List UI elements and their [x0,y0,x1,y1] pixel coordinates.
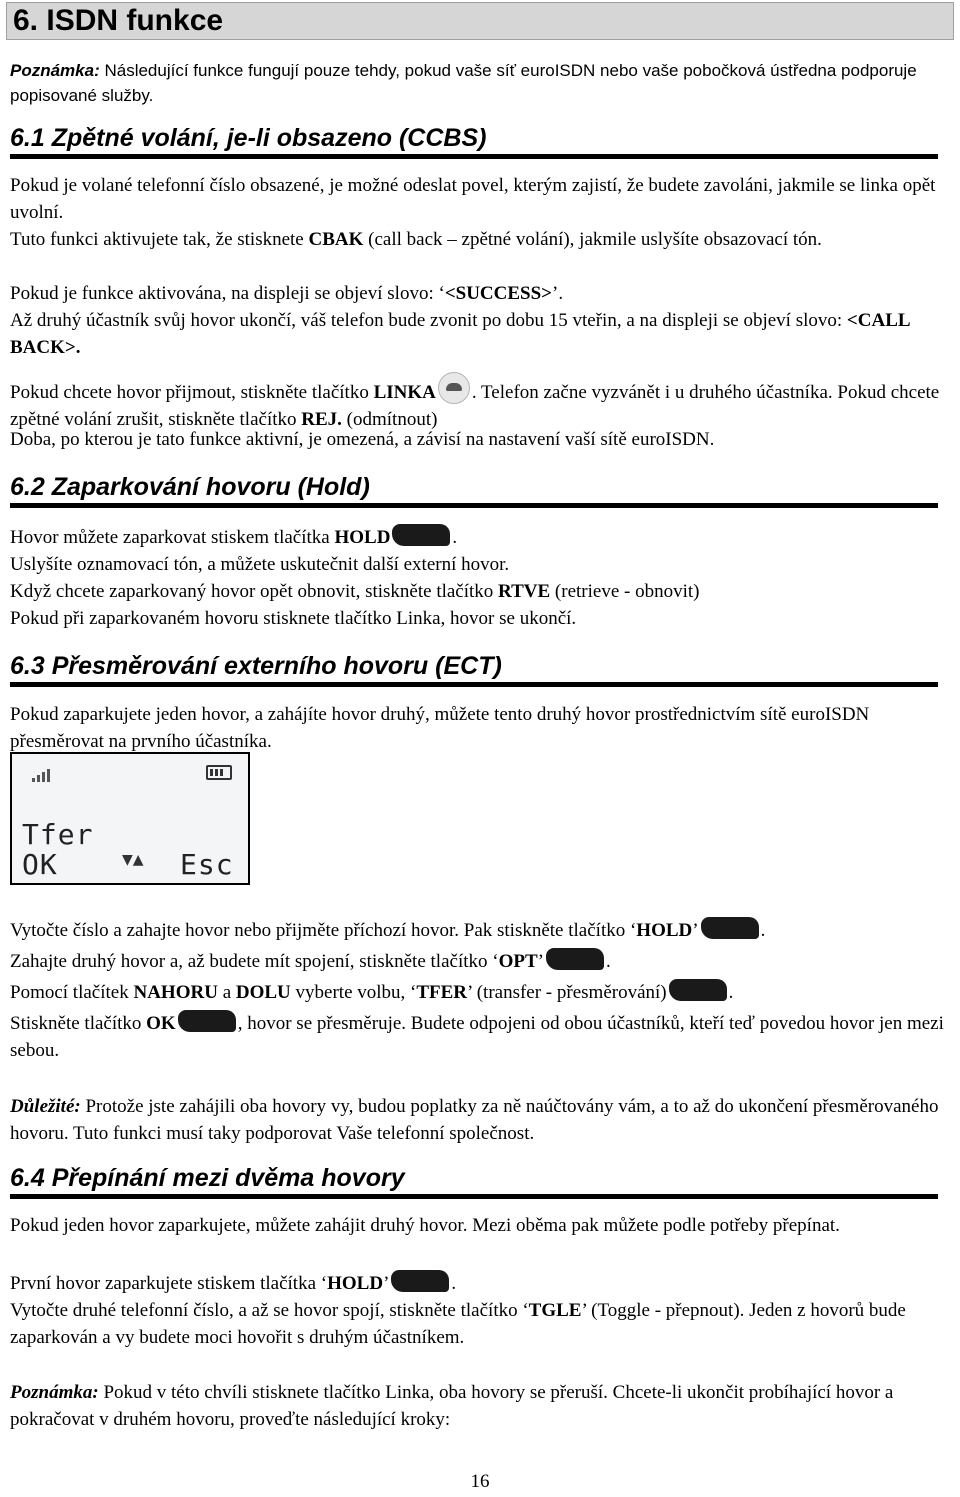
paragraph: Pokud jeden hovor zaparkujete, můžete zahájit druhý hovor. Mezi oběma pak můžete podle potřeby přepínat. [10,1215,840,1236]
important-note [10,1093,955,1147]
softkey-icon [701,917,759,939]
text: ’ [537,951,544,972]
chapter-heading [6,2,954,40]
text: vyberte volbu, ‘ [290,982,417,1003]
text: Zahajte druhý hovor a, až budete mít spojení, stiskněte tlačítko ‘ [10,951,499,972]
text: (retrieve - obnovit) [550,581,700,602]
battery-icon [206,765,232,780]
softkey-icon [392,524,450,546]
section-heading-6-4: 6.4 Přepínání mezi dvěma hovory [10,1162,938,1199]
text: Pokud chcete hovor přijmout, stiskněte tlačítko [10,382,374,403]
paragraph: Doba, po kterou je tato funkce aktivní, je omezená, a závisí na nastavení vaší sítě euroISDN. [10,429,715,450]
text: ’ [692,920,699,941]
display-softkey-right: Esc [180,848,234,881]
up-down-arrows-icon: ▼▲ [122,852,144,868]
note-text: Následující funkce fungují pouze tehdy, pokud vaše síť euroISDN nebo vaše pobočková ústředna podporuje popisované služby. [10,61,917,105]
section-heading-6-1: 6.1 Zpětné volání, je-li obsazeno (CCBS) [10,122,938,159]
text: Vytočte druhé telefonní číslo, a až se hovor spojí, stiskněte tlačítko ‘ [10,1300,529,1321]
section-heading-6-2: 6.2 Zaparkování hovoru (Hold) [10,471,938,508]
text: Hovor můžete zaparkovat stiskem tlačítka [10,527,335,548]
note-label: Poznámka: [10,1382,99,1403]
key-name: NAHORU [133,982,218,1003]
softkey-icon [391,1270,449,1292]
text: Pokud je funkce aktivována, na displeji se objeví slovo: ‘ [10,283,445,304]
text: . [760,920,766,941]
display-text: <SUCCESS> [444,283,553,304]
text: , hovor se přesměruje. Budete odpojeni od obou účastníků, kteří teď povedou hovor jen mezi sebou. [10,1013,944,1061]
display-softkey-left: OK [22,848,58,881]
section-heading-6-3: 6.3 Přesměrování externího hovoru (ECT) [10,650,938,687]
text: ’. [552,283,564,304]
key-name: CBAK [308,229,364,250]
text: Stiskněte tlačítko [10,1013,147,1034]
key-name: RTVE [498,581,551,602]
text: . [605,951,611,972]
key-name: HOLD [327,1273,384,1294]
note-label: Důležité: [10,1096,81,1117]
key-name: LINKA [373,382,436,403]
note-paragraph [10,1379,955,1433]
paragraph [10,307,955,361]
paragraph [10,226,955,253]
key-name: DOLU [235,982,291,1003]
text: ’ (transfer - přesměrování) [467,982,667,1003]
paragraph [10,524,955,551]
text: Až druhý účastník svůj hovor ukončí, váš telefon bude zvonit po dobu 15 vteřin, a na displeji se objeví slovo: [10,310,847,331]
display-text: <CALL BACK>. [10,310,910,358]
linka-key-icon [438,372,470,404]
note-paragraph [10,58,950,108]
key-name: HOLD [334,527,391,548]
phone-display-image [10,752,250,885]
key-name: HOLD [636,920,693,941]
text: Pomocí tlačítek [10,982,134,1003]
text: ’ [383,1273,390,1294]
paragraph [10,372,955,433]
text: a [217,982,236,1003]
text: . [452,527,458,548]
note-label: Poznámka: [10,61,100,80]
paragraph [10,917,955,944]
text: První hovor zaparkujete stiskem tlačítka ‘ [10,1273,328,1294]
page-number: 16 [470,1471,490,1492]
text: . [728,982,734,1003]
paragraph [10,1010,955,1064]
text: (call back – zpětné volání), jakmile uslyšíte obsazovací tón. [363,229,822,250]
paragraph [10,280,955,307]
paragraph [10,1270,955,1297]
text: ’ (Toggle - přepnout). Jeden z hovorů bude zaparkován a vy budete moci hovořit s druhým účastníkem. [10,1300,906,1348]
chapter-title: 6. ISDN funkce [13,4,224,37]
text: Vytočte číslo a zahajte hovor nebo přijměte příchozí hovor. Pak stiskněte tlačítko ‘ [10,920,637,941]
key-name: TGLE [528,1300,582,1321]
softkey-icon [546,948,604,970]
text: Tuto funkci aktivujete tak, že stisknete [10,229,309,250]
text: . [451,1273,457,1294]
note-text: Protože jste zahájili oba hovory vy, budou poplatky za ně naúčtovány vám, a to až do ukončení přesměrovaného hovoru. Tuto funkci musí taky podporovat Vaše telefonní společnost. [10,1096,939,1144]
paragraph: Pokud je volané telefonní číslo obsazené, je možné odeslat povel, kterým zajistí, že budete zavoláni, jakmile se linka opět uvolní. [10,175,936,223]
key-name: OPT [498,951,538,972]
paragraph [10,578,955,605]
softkey-icon [178,1010,236,1032]
text: (odmítnout) [341,409,438,430]
key-name: REJ. [301,409,342,430]
softkey-icon [669,979,727,1001]
signal-icon [32,764,52,782]
text: Když chcete zaparkovaný hovor opět obnovit, stiskněte tlačítko [10,581,499,602]
key-name: OK [146,1013,176,1034]
option-name: TFER [416,982,468,1003]
paragraph: Pokud zaparkujete jeden hovor, a zahájíte hovor druhý, můžete tento druhý hovor prostřednictvím sítě euroISDN přesměrovat na prvního účastníka. [10,704,870,752]
display-line-1: Tfer [22,818,94,851]
paragraph: Uslyšíte oznamovací tón, a můžete uskutečnit další externí hovor. [10,554,510,575]
paragraph [10,948,955,975]
note-text: Pokud v této chvíli stisknete tlačítko Linka, oba hovory se přeruší. Chcete-li ukončit probíhající hovor a pokračovat v druhém hovoru, proveďte následující kroky: [10,1382,894,1430]
paragraph [10,1297,955,1351]
paragraph [10,979,955,1006]
paragraph: Pokud při zaparkovaném hovoru stisknete tlačítko Linka, hovor se ukončí. [10,608,577,629]
text: . Telefon začne vyzvánět i u druhého účastníka. Pokud chcete zpětné volání zrušit, stiskněte tlačítko [10,382,940,430]
